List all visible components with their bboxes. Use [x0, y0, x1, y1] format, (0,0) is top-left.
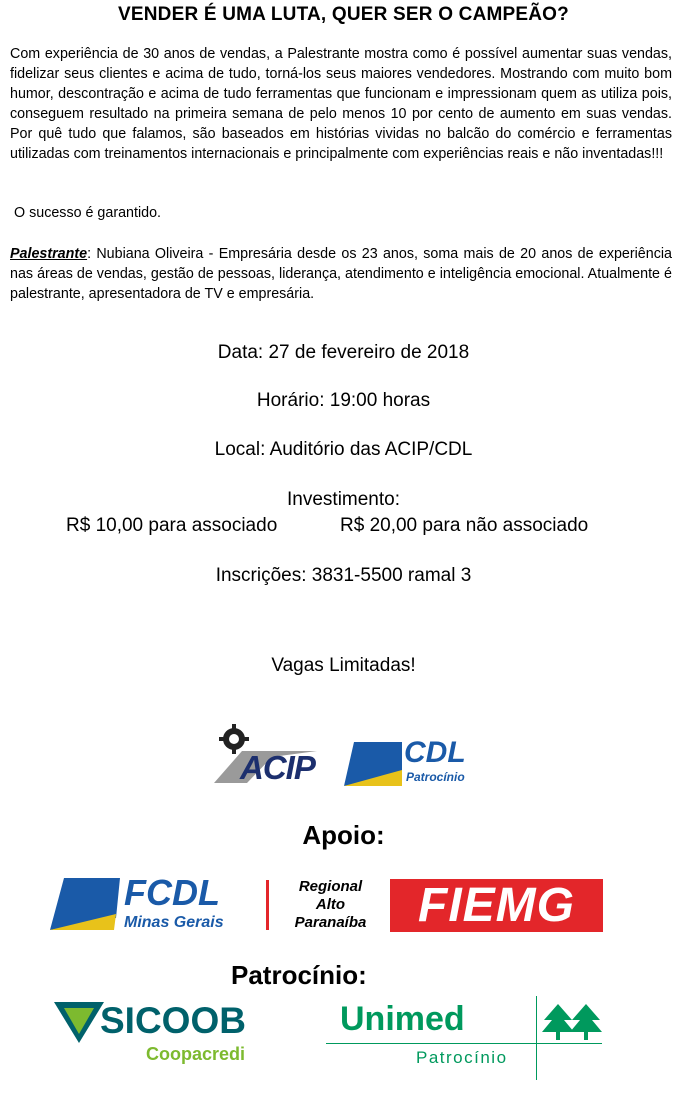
sicoob-logo-subtitle: Coopacredi [146, 1044, 246, 1064]
regional-line-3: Paranaíba [294, 914, 367, 931]
regional-line-1: Regional [298, 878, 363, 895]
speaker-label: Palestrante [10, 246, 88, 262]
unimed-vertical-rule [536, 996, 537, 1080]
unimed-trees-icon [542, 1002, 602, 1040]
regional-line-2: Alto [315, 896, 346, 913]
cdl-logo [344, 738, 479, 788]
fiemg-divider [266, 880, 269, 930]
price-nonmember: R$ 20,00 para não associado [340, 515, 589, 536]
acip-logo-text: ACIP [240, 749, 315, 786]
cdl-logo-text: CDL [404, 736, 466, 769]
fcdl-logo-text: FCDL [124, 872, 220, 913]
page-title: VENDER É UMA LUTA, QUER SER O CAMPEÃO? [118, 4, 569, 25]
acip-logo [212, 723, 327, 787]
unimed-logo-text: Unimed [340, 1000, 465, 1038]
sponsor-heading: Patrocínio: [231, 960, 367, 990]
sicoob-logo-text: SICOOB [100, 1000, 246, 1041]
unimed-logo-subtitle: Patrocínio [416, 1048, 508, 1067]
intro-paragraph: Com experiência de 30 anos de vendas, a Palestrante mostra como é possível aumentar suas vendas, fidelizar seus clientes e acima de tudo, torná-los seus maiores vendedores. Mostrando com muito bom humor, descontração e acima de tudo ferramentas que funcionam e impressionam quem as utiliza pois, conseguem resultado na primeira semana de pelo menos 10 por cento de aumento em suas vendas. Por quê tudo que falamos, são baseados em histórias vividas no balcão do comércio e ferramentas utilizadas com treinamentos internacionais e principalmente com experiências reais e não inventadas!!! [10, 46, 672, 163]
speaker-paragraph [10, 244, 672, 304]
sicoob-emblem-icon [54, 1000, 104, 1045]
event-place: Local: Auditório das ACIP/CDL [214, 439, 473, 460]
cdl-emblem-icon [344, 738, 402, 786]
unimed-logo [326, 996, 604, 1080]
intro-tail: O sucesso é garantido. [14, 205, 162, 221]
investment-label: Investimento: [287, 489, 400, 510]
limited-seats: Vagas Limitadas! [271, 655, 416, 676]
regional-label [278, 878, 383, 932]
sicoob-logo [54, 1000, 264, 1070]
fcdl-logo-subtitle: Minas Gerais [124, 914, 224, 931]
unimed-rule [326, 1043, 602, 1044]
fcdl-logo [50, 874, 235, 934]
support-heading: Apoio: [302, 820, 385, 850]
fcdl-emblem-icon [50, 874, 120, 932]
event-date: Data: 27 de fevereiro de 2018 [217, 342, 470, 363]
price-member: R$ 10,00 para associado [66, 515, 278, 536]
registration-phone: Inscrições: 3831-5500 ramal 3 [215, 565, 472, 586]
event-time: Horário: 19:00 horas [256, 390, 431, 411]
cdl-logo-subtitle: Patrocínio [406, 770, 465, 784]
speaker-bio: : Nubiana Oliveira - Empresária desde os 23 anos, soma mais de 20 anos de experiência nas áreas de vendas, gestão de pessoas, liderança, atendimento e inteligência emocional. Atualmente é palestrante, apresentadora de TV e empresária. [10, 246, 672, 303]
fiemg-logo: FIEMG [390, 879, 603, 932]
